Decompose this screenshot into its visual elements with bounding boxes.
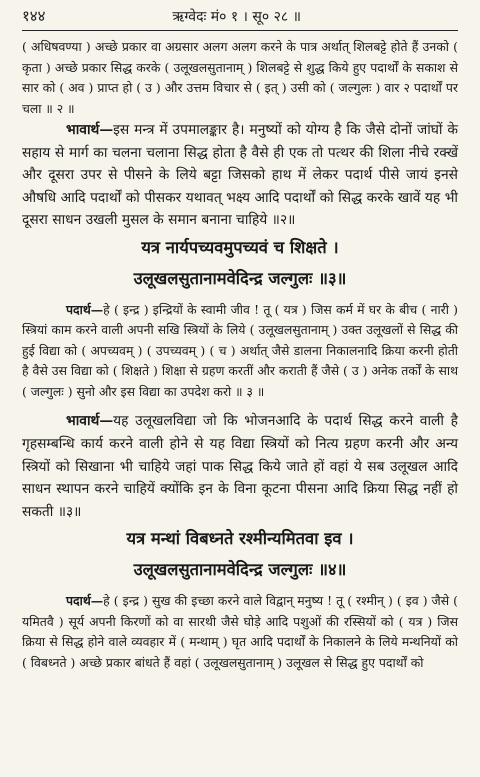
padartha-text: हे ( इन्द्र ) इन्द्रियों के स्वामी जीव ! तू ( यत्र ) जिस कर्म में घर के बीच ( नारी ) स्त्रियां काम करने वाली अपनी सखि स्त्रियों के लिये ( उलूखलसुतानाम् ) उक्त उलूखलों से सिद्ध की हुई विद्या को ( अपच्यवम् ) ( उपच्यवम् ) ( च ) अर्थात् जैसे डालना निकालनादि क्रिया करनी होती है वैसे उस विद्या को ( शिक्षते ) शिक्षा से ग्रहण करतीं और कराती हैं जैसे ( उ ) अनेक तर्कों के साथ ( जल्गुलः ) सुनो और इस विद्या का उपदेश करो ॥ ३ ॥ — [22, 301, 458, 399]
verse-3-line-1: यत्र नार्यपच्यवमुपच्यवं च शिक्षते । — [141, 237, 339, 257]
verse-4-line-1: यत्र मन्थां विबध्नते रश्मीन्यमितवा इव । — [126, 529, 354, 549]
padartha-label: पदार्थ— — [66, 301, 104, 317]
bhavartha-text: यह उलूखलविद्या जो कि भोजनआदि के पदार्थ सिद्ध करने वाली है गृहसम्बन्धि कार्य करने वाली होने से यह विद्या स्त्रियों को नित्य ग्रहण करनी और अन्य स्त्रियों को सिखाना भी चाहिये जहां पाक सिद्ध किये जाते हों वहां ये सब उलूखल आदि साधन स्थापन करने चाहियें क्योंकि इन के विना कूटना पीसना आदि क्रिया सिद्ध नहीं हो सकती ॥३॥ — [22, 413, 458, 520]
padartha-text: हे ( इन्द्र ) सुख की इच्छा करने वाले विद्वान् मनुष्य ! तू ( रश्मीन् ) ( इव ) जैसे ( यमितवै ) सूर्य अपनी किरणों को वा सारथी जैसे घोड़े आदि पशुओं की रस्सियों को ( यत्र ) जिस क्रिया से सिद्ध होने वाले व्यवहार में ( मन्थाम् ) घृत आदि पदार्थों के निकालने के लिये मन्थनियों को ( विबध्नते ) अच्छे प्रकार बांधते हैं वहां ( उलूखलसुतानाम् ) उलूखल से सिद्ध हुए पदार्थों को — [22, 593, 458, 670]
bhavartha-2 — [22, 119, 458, 232]
padartha-label: पदार्थ— — [66, 593, 104, 609]
bhavartha-3 — [22, 410, 458, 523]
bhavartha-text: इस मन्त्र में उपमालङ्कार है। मनुष्यों को योग्य है कि जैसे दोनों जांघों के सहाय से मार्ग का चलना चलाना सिद्ध होता है वैसे ही एक तो पत्थर की शिला नीचे रक्खें और दूसरा उपर से पीसने के लिये बट्टा जिसको हाथ में लेकर पदार्थ पीसे जायं इनसे औषधि आदि पदार्थों को पीसकर यथावत् भक्ष्य आदि पदार्थों को सिद्ध करके खावें यह भी दूसरा साधन उखली मुसल के समान बनाना चाहिये ॥२॥ — [22, 122, 458, 229]
padartha-3 — [22, 300, 458, 403]
header-rule — [22, 30, 458, 31]
bhavartha-label: भावार्थ— — [66, 413, 114, 430]
verse-4-line-2: उलूखलसुतानामवेदिन्द्र जल्गुलः ॥४॥ — [133, 560, 347, 580]
padartha-4 — [22, 591, 458, 673]
spacer — [22, 402, 458, 410]
paragraph-continuation: ( अधिषवण्या ) अच्छे प्रकार वा अग्रसार अलग अलग करने के पात्र अर्थात् शिलबट्टे होते हैं उनको ( कृता ) अच्छे प्रकार सिद्ध करके ( उलूखलसुतानाम् ) शिलबट्टे से शुद्ध किये हुए पदार्थों के सकाश से सार को ( अव ) प्राप्त हो ( उ ) और उत्तम विचार से ( इत् ) उसी को ( जल्गुलः ) वार २ पदार्थों पर चला ॥ २ ॥ — [22, 39, 458, 116]
page-header — [22, 6, 458, 28]
bhavartha-label: भावार्थ— — [66, 122, 114, 138]
page-number: १४४ — [22, 7, 46, 25]
verse-3-line-2: उलूखलसुतानामवेदिन्द्र जल्गुलः ॥३॥ — [133, 268, 347, 288]
running-title: ऋग्वेदः मं० १ । सू० २८ ॥ — [172, 9, 301, 25]
